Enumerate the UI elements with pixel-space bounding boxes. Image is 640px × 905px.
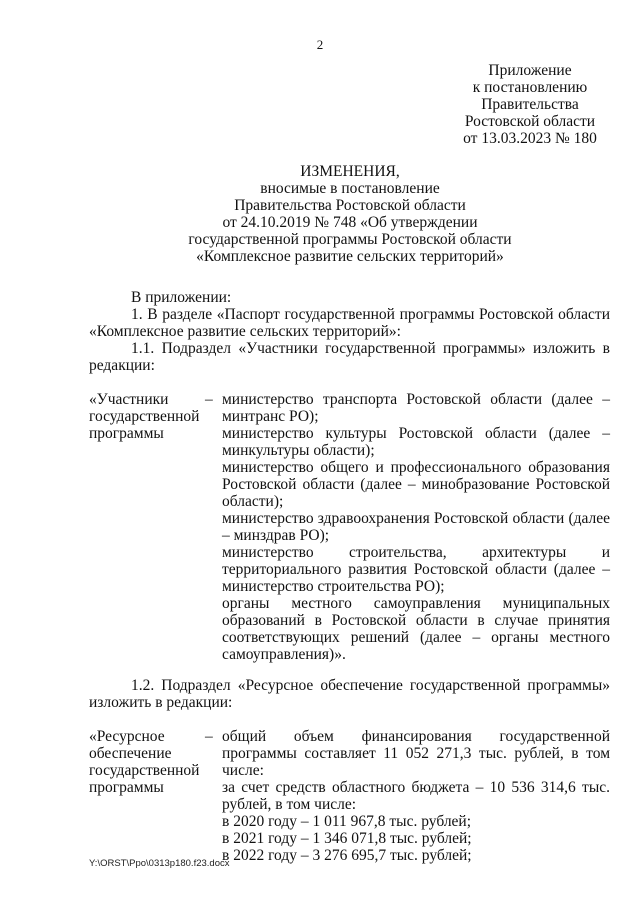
resource-item: за счет средств областного бюджета – 10 536 314,6 тыс. рублей, в том числе: bbox=[222, 779, 610, 813]
participant-item: министерство здравоохранения Ростовской области (далее – минздрав РО); bbox=[222, 510, 610, 544]
participants-list bbox=[222, 391, 610, 663]
participant-item: министерство культуры Ростовской области (далее – минкультуры области); bbox=[222, 425, 610, 459]
item-1-paragraph: 1. В разделе «Паспорт государственной программы Ростовской области «Комплексное развитие сельских территорий»: bbox=[89, 306, 610, 340]
resource-item: в 2022 году – 3 276 695,7 тыс. рублей; bbox=[222, 847, 472, 864]
appendix-line: к постановлению bbox=[472, 79, 588, 96]
appendix-line: от 13.03.2023 № 180 bbox=[463, 130, 597, 147]
participants-label: «Участники государственной программы bbox=[89, 391, 200, 442]
intro-paragraph: В приложении: bbox=[131, 289, 232, 306]
participant-item: министерство общего и профессионального образования Ростовской области (далее – минобразование Ростовской области); bbox=[222, 459, 610, 510]
resource-item: в 2021 году – 1 346 071,8 тыс. рублей; bbox=[222, 830, 472, 847]
title-line: государственной программы Ростовской области bbox=[188, 231, 512, 248]
appendix-line: Приложение bbox=[488, 62, 572, 79]
item-1-2-paragraph: 1.2. Подраздел «Ресурсное обеспечение государственной программы» изложить в редакции: bbox=[89, 677, 610, 711]
document-title bbox=[80, 163, 620, 265]
title-line: вносимые в постановление bbox=[260, 180, 440, 197]
participant-item: министерство строительства, архитектуры и территориального развития Ростовской области (далее – министерство строительства РО); bbox=[222, 544, 610, 595]
resource-item: общий объем финансирования государственной программы составляет 11 052 271,3 тыс. рублей, в том числе: bbox=[222, 728, 610, 779]
participant-item: министерство транспорта Ростовской области (далее – минтранс РО); bbox=[222, 391, 610, 425]
appendix-line: Правительства bbox=[481, 96, 579, 113]
title-line: «Комплексное развитие сельских территорий» bbox=[196, 248, 504, 265]
resources-list bbox=[222, 728, 610, 864]
page-number: 2 bbox=[316, 37, 324, 52]
resources-label: «Ресурсное обеспечение государственной программы bbox=[89, 728, 200, 796]
appendix-block bbox=[430, 62, 630, 147]
participant-item: органы местного самоуправления муниципальных образований в Ростовской области в случае принятия соответствующих решений (далее – органы местного самоуправления)». bbox=[222, 595, 610, 663]
title-line: Правительства Ростовской области bbox=[234, 197, 466, 214]
resources-dash: – bbox=[205, 728, 213, 745]
file-path-footer: Y:\ORST\Ppo\0313p180.f23.docx bbox=[89, 858, 230, 869]
item-1-1-paragraph: 1.1. Подраздел «Участники государственной программы» изложить в редакции: bbox=[89, 340, 610, 374]
participants-dash: – bbox=[205, 391, 213, 408]
appendix-line: Ростовской области bbox=[464, 113, 596, 130]
resource-item: в 2020 году – 1 011 967,8 тыс. рублей; bbox=[222, 813, 472, 830]
title-heading: ИЗМЕНЕНИЯ, bbox=[300, 163, 400, 180]
title-line: от 24.10.2019 № 748 «Об утверждении bbox=[222, 214, 478, 231]
